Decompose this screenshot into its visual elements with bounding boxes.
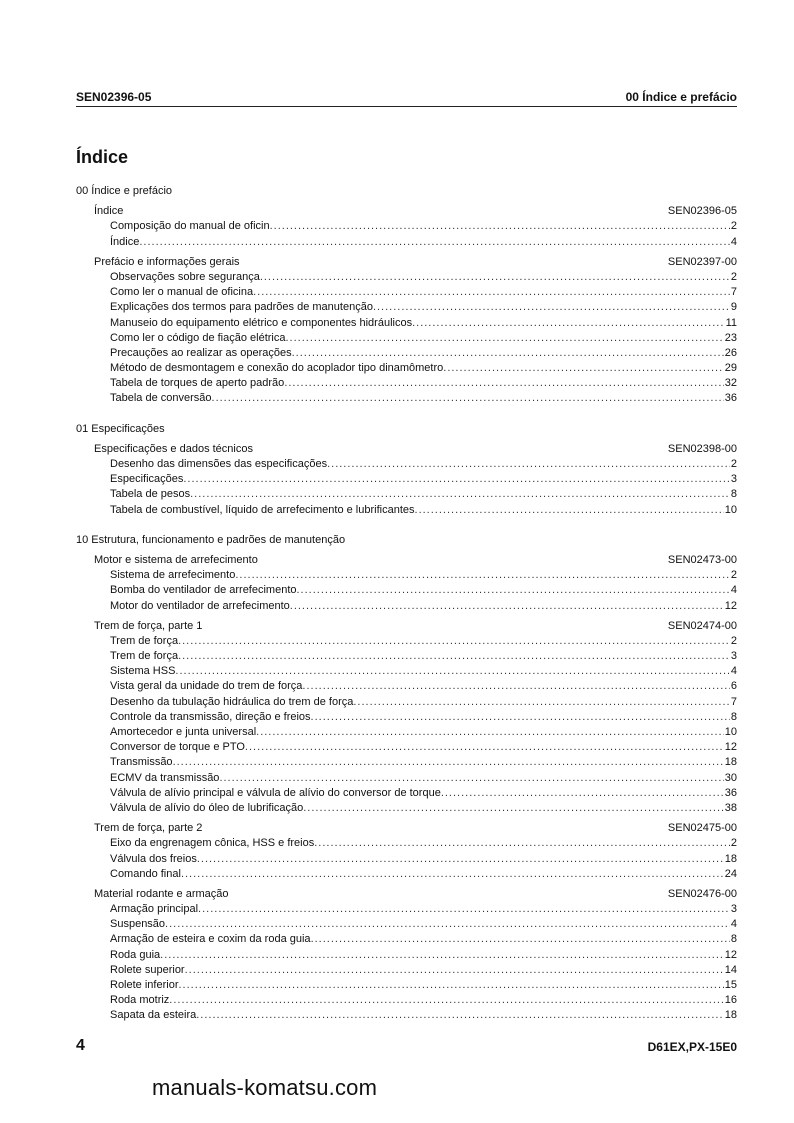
entry-page: 7 (730, 286, 737, 299)
entry-label: Tabela de conversão (110, 392, 212, 405)
entry-page: 18 (724, 756, 737, 769)
entry-page: 24 (724, 867, 737, 880)
entry-label: Índice (110, 235, 140, 248)
toc-entry[interactable] (76, 316, 737, 331)
entry-page: 12 (724, 741, 737, 754)
toc-entry[interactable] (76, 755, 737, 770)
entry-label: Comando final (110, 867, 181, 880)
entry-page: 2 (730, 270, 737, 283)
page-footer (76, 1037, 737, 1055)
toc-entry[interactable] (76, 664, 737, 679)
entry-label: Controle da transmissão, direção e freios (110, 710, 311, 723)
toc-entry[interactable] (76, 487, 737, 502)
entry-label: Explicações dos termos para padrões de manutenção (110, 301, 373, 314)
entry-label: Sapata da esteira (110, 1009, 197, 1022)
group-heading[interactable] (76, 887, 737, 902)
toc-entry[interactable] (76, 710, 737, 725)
dot-leader (178, 978, 723, 993)
dot-leader (169, 993, 723, 1008)
group-heading[interactable] (76, 442, 737, 457)
entry-label: Composição do manual de oficin (110, 220, 270, 233)
dot-leader (285, 331, 723, 346)
toc-entry[interactable] (76, 472, 737, 487)
entry-page: 36 (724, 392, 737, 405)
entry-label: Observações sobre segurança (110, 270, 260, 283)
group-doc-code: SEN02476-00 (667, 887, 737, 900)
dot-leader (160, 948, 724, 963)
entry-page: 8 (730, 488, 737, 501)
toc-entry[interactable] (76, 270, 737, 285)
entry-label: Bomba do ventilador de arrefecimento (110, 584, 297, 597)
toc-entry[interactable] (76, 331, 737, 346)
group-heading[interactable] (76, 553, 737, 568)
entry-label: Roda motriz (110, 994, 170, 1007)
entry-label: Vista geral da unidade do trem de força (110, 680, 303, 693)
entry-page: 30 (724, 771, 737, 784)
dot-leader (290, 599, 724, 614)
group-title: Prefácio e informações gerais (94, 255, 240, 268)
entry-label: Sistema HSS (110, 665, 176, 678)
group-doc-code: SEN02474-00 (667, 619, 737, 632)
dot-leader (196, 1008, 724, 1023)
dot-leader (253, 285, 730, 300)
entry-page: 2 (730, 634, 737, 647)
entry-label: Especificações (110, 473, 184, 486)
entry-page: 2 (730, 837, 737, 850)
page-title: Índice (76, 147, 129, 167)
dot-leader (441, 786, 724, 801)
entry-page: 10 (724, 726, 737, 738)
entry-page: 10 (724, 503, 737, 516)
dot-leader (183, 472, 730, 487)
toc-entry[interactable] (76, 917, 737, 932)
dot-leader (327, 457, 730, 472)
dot-leader (303, 801, 724, 816)
entry-page: 8 (730, 933, 737, 946)
dot-leader (185, 963, 724, 978)
chapter-title[interactable]: 00 Índice e prefácio (76, 185, 173, 197)
entry-label: Tabela de combustível, líquido de arrefecimento e lubrificantes (110, 503, 415, 516)
entry-label: Armação principal (110, 903, 199, 916)
toc-group (76, 204, 737, 250)
toc-entry[interactable] (76, 599, 737, 614)
toc-entry[interactable] (76, 695, 737, 710)
toc-entry[interactable] (76, 583, 737, 598)
toc-entry[interactable] (76, 867, 737, 882)
toc-entry[interactable] (76, 771, 737, 786)
toc-entry[interactable] (76, 391, 737, 406)
entry-page: 3 (730, 903, 737, 916)
entry-page: 23 (724, 331, 737, 344)
toc-entry[interactable] (76, 346, 737, 361)
dot-leader (292, 346, 724, 361)
toc-entry[interactable] (76, 963, 737, 978)
dot-leader (302, 679, 729, 694)
dot-leader (165, 917, 730, 932)
toc-entry[interactable] (76, 219, 737, 234)
entry-label: Suspensão (110, 918, 166, 931)
dot-leader (297, 583, 730, 598)
dot-leader (256, 725, 724, 740)
toc-entry[interactable] (76, 649, 737, 664)
entry-label: Como ler o manual de oficina (110, 286, 254, 299)
entry-page: 38 (724, 801, 737, 814)
toc-entry[interactable] (76, 376, 737, 391)
dot-leader (260, 270, 730, 285)
entry-label: Motor do ventilador de arrefecimento (110, 599, 290, 612)
entry-page: 4 (730, 584, 737, 597)
entry-page: 16 (724, 994, 737, 1007)
entry-label: Válvula de alívio do óleo de lubrificação (110, 801, 304, 814)
entry-page: 9 (730, 301, 737, 314)
group-title: Trem de força, parte 2 (94, 822, 203, 835)
dot-leader (314, 836, 730, 851)
toc-entry[interactable] (76, 993, 737, 1008)
entry-label: Válvula dos freios (110, 852, 197, 865)
entry-label: Manuseio do equipamento elétrico e componentes hidráulicos (110, 316, 413, 329)
toc-entry[interactable] (76, 978, 737, 993)
entry-page: 6 (730, 680, 737, 693)
entry-page: 4 (730, 235, 737, 248)
toc-entry[interactable] (76, 932, 737, 947)
dot-leader (245, 740, 724, 755)
entry-page: 3 (730, 650, 737, 663)
dot-leader (197, 852, 724, 867)
entry-page: 32 (724, 377, 737, 390)
header-doc-code: SEN02396-05 (76, 90, 152, 104)
dot-leader (415, 503, 724, 518)
entry-label: Válvula de alívio principal e válvula de alívio do conversor de torque (110, 786, 441, 799)
entry-page: 11 (725, 316, 737, 329)
entry-page: 15 (724, 979, 737, 991)
toc-chapter (76, 533, 737, 1024)
entry-label: Tabela de torques de aperto padrão (110, 377, 285, 390)
group-heading[interactable] (76, 821, 737, 836)
group-title: Material rodante e armação (94, 887, 229, 900)
toc-entry[interactable] (76, 725, 737, 740)
entry-label: Conversor de torque e PTO (110, 741, 245, 754)
dot-leader (373, 300, 730, 315)
toc-entry[interactable] (76, 801, 737, 816)
group-title: Trem de força, parte 1 (94, 619, 203, 632)
dot-leader (181, 867, 724, 882)
toc-group (76, 255, 737, 407)
footer-model: D61EX,PX-15E0 (647, 1040, 737, 1054)
entry-label: Desenho das dimensões das especificações (110, 458, 328, 470)
entry-label: Eixo da engrenagem cônica, HSS e freios (110, 837, 315, 850)
toc-chapter (76, 184, 737, 407)
toc-group (76, 553, 737, 614)
dot-leader (311, 932, 730, 947)
toc-group (76, 887, 737, 1024)
dot-leader (178, 649, 730, 664)
entry-page: 2 (730, 458, 737, 470)
toc-entry[interactable] (76, 1008, 737, 1023)
toc-group (76, 619, 737, 816)
entry-page: 7 (730, 695, 737, 708)
group-doc-code: SEN02397-00 (667, 255, 737, 268)
chapter-title[interactable]: 01 Especificações (76, 422, 165, 435)
entry-page: 8 (730, 710, 737, 723)
entry-page: 14 (724, 963, 737, 976)
group-doc-code: SEN02398-00 (667, 442, 737, 455)
entry-label: Amortecedor e junta universal (110, 726, 257, 738)
entry-label: Trem de força (110, 634, 179, 647)
toc-entry[interactable] (76, 679, 737, 694)
group-doc-code: SEN02473-00 (667, 553, 737, 566)
entry-page: 4 (730, 665, 737, 678)
entry-label: Armação de esteira e coxim da roda guia (110, 933, 311, 946)
dot-leader (443, 361, 723, 376)
entry-page: 4 (730, 918, 737, 931)
entry-label: Tabela de pesos (110, 488, 191, 501)
toc-entry[interactable] (76, 300, 737, 315)
toc-entry[interactable] (76, 740, 737, 755)
dot-leader (284, 376, 723, 391)
entry-label: Sistema de arrefecimento (110, 569, 236, 582)
entry-label: Desenho da tubulação hidráulica do trem de força (110, 695, 354, 708)
table-of-contents (76, 184, 737, 1029)
page-number: 4 (76, 1037, 85, 1054)
toc-entry[interactable] (76, 285, 737, 300)
dot-leader (175, 664, 729, 679)
toc-chapter (76, 422, 737, 518)
header-section: 00 Índice e prefácio (625, 90, 737, 104)
entry-label: Método de desmontagem e conexão do acoplador tipo dinamômetro (110, 362, 444, 375)
toc-entry[interactable] (76, 568, 737, 583)
dot-leader (212, 391, 724, 406)
toc-entry[interactable] (76, 503, 737, 518)
dot-leader (173, 755, 724, 770)
group-heading[interactable] (76, 619, 737, 634)
entry-page: 2 (730, 569, 737, 582)
group-heading[interactable] (76, 204, 737, 219)
entry-page: 3 (730, 473, 737, 486)
toc-group (76, 821, 737, 882)
dot-leader (235, 568, 730, 583)
group-doc-code: SEN02475-00 (667, 822, 737, 835)
dot-leader (353, 695, 730, 710)
toc-group (76, 442, 737, 518)
group-heading[interactable] (76, 255, 737, 270)
entry-page: 26 (724, 346, 737, 359)
dot-leader (412, 316, 725, 331)
entry-label: Transmissão (110, 756, 173, 769)
dot-leader (139, 235, 730, 250)
toc-entry[interactable] (76, 457, 737, 472)
toc-entry[interactable] (76, 852, 737, 867)
dot-leader (270, 219, 730, 234)
entry-label: Trem de força (110, 650, 179, 663)
entry-page: 18 (724, 852, 737, 865)
toc-entry[interactable] (76, 902, 737, 917)
entry-page: 12 (724, 599, 737, 612)
dot-leader (178, 634, 730, 649)
entry-label: Precauções ao realizar as operações (110, 346, 292, 359)
dot-leader (190, 487, 730, 502)
group-title: Especificações e dados técnicos (94, 442, 253, 455)
group-title: Índice (94, 205, 124, 218)
entry-page: 36 (724, 786, 737, 799)
entry-page: 12 (724, 948, 737, 961)
entry-label: ECMV da transmissão (110, 771, 220, 784)
entry-page: 2 (730, 220, 737, 233)
chapter-title[interactable]: 10 Estrutura, funcionamento e padrões de manutenção (76, 533, 346, 546)
entry-label: Rolete superior (110, 963, 185, 976)
group-title: Motor e sistema de arrefecimento (94, 553, 258, 566)
toc-entry[interactable] (76, 836, 737, 851)
page-header (76, 90, 737, 107)
dot-leader (311, 710, 730, 725)
entry-page: 29 (724, 362, 737, 375)
dot-leader (219, 771, 723, 786)
toc-entry[interactable] (76, 786, 737, 801)
entry-page: 18 (724, 1009, 737, 1022)
watermark: manuals-komatsu.com (152, 1075, 378, 1100)
toc-entry[interactable] (76, 634, 737, 649)
toc-entry[interactable] (76, 361, 737, 376)
toc-entry[interactable] (76, 235, 737, 250)
entry-label: Como ler o código de fiação elétrica (110, 331, 286, 344)
entry-label: Roda guia (110, 948, 161, 961)
dot-leader (198, 902, 730, 917)
entry-label: Rolete inferior (110, 979, 179, 991)
toc-entry[interactable] (76, 948, 737, 963)
group-doc-code: SEN02396-05 (667, 205, 737, 218)
